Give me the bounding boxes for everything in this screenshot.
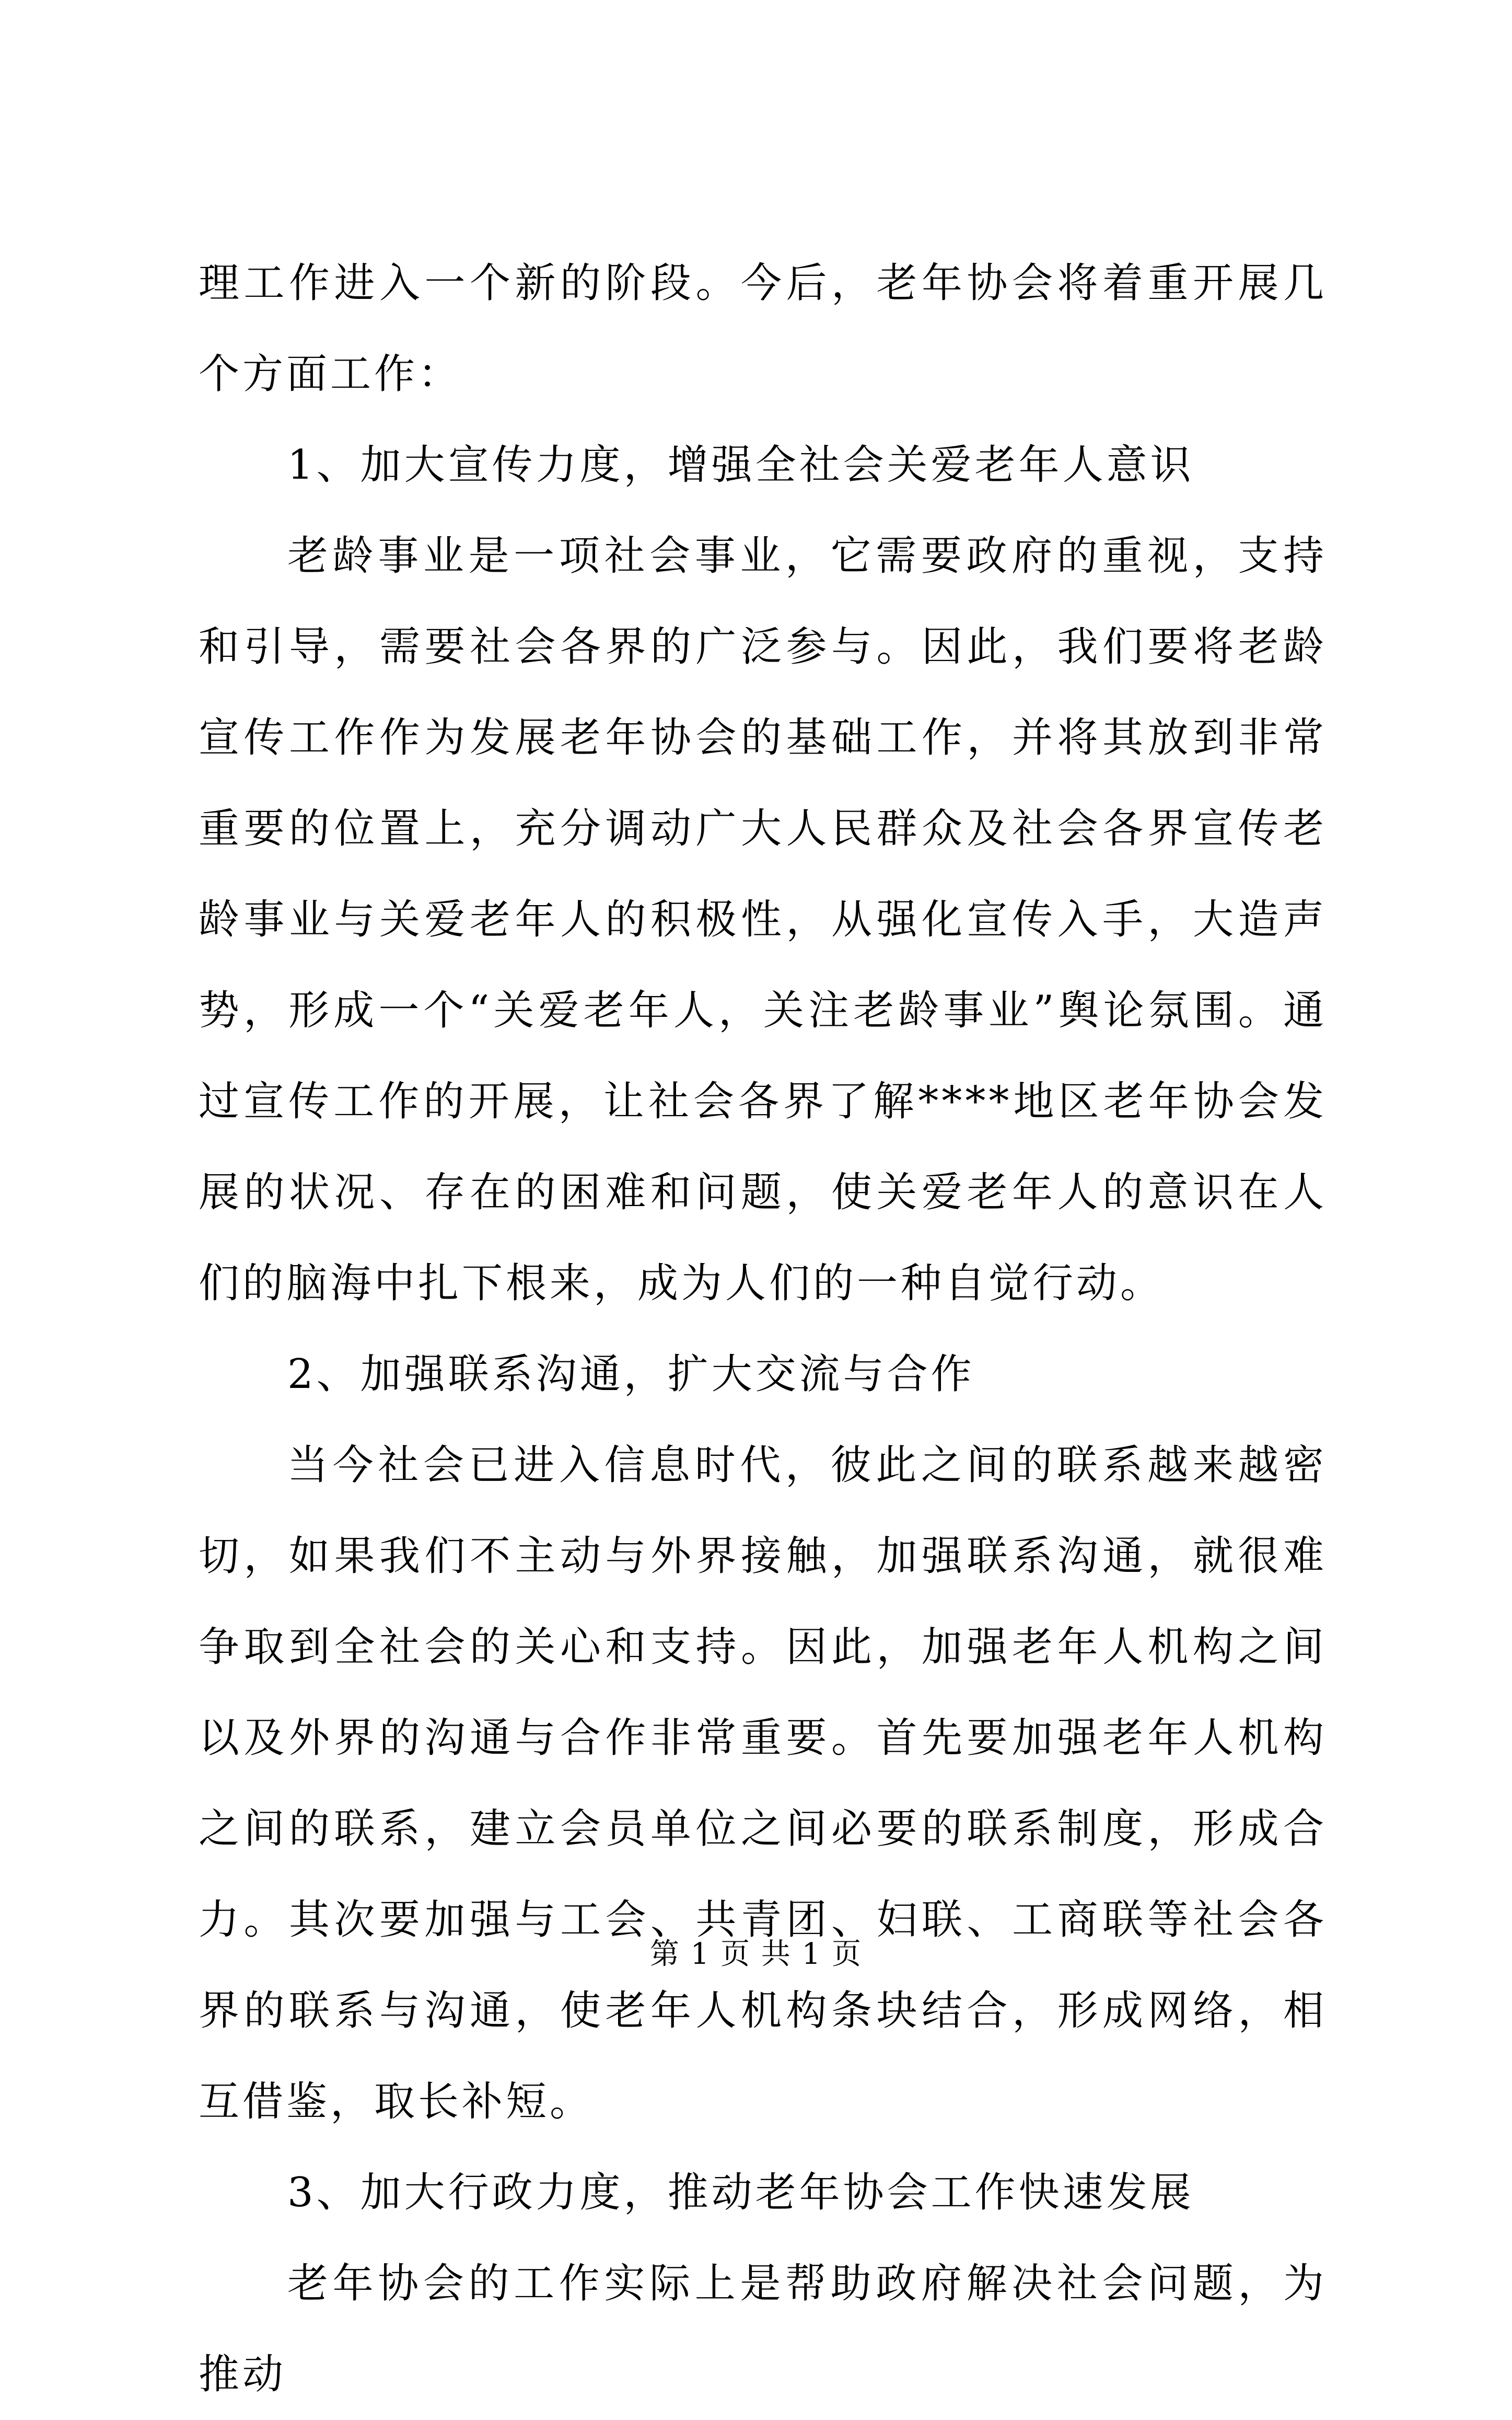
paragraph-section-1: 老龄事业是一项社会事业，它需要政府的重视，支持和引导，需要社会各界的广泛参与。因此，我们要将老龄宣传工作作为发展老年协会的基础工作，并将其放到非常重要的位置上，充分调动广大人民群众及社会各界宣传老龄事业与关爱老年人的积极性，从强化宣传入手，大造声势，形成一个“关爱老年人，关注老龄事业”舆论氛围。通过宣传工作的开展，让社会各界了解****地区老年协会发展的状况、存在的困难和问题，使关爱老年人的意识在人们的脑海中扎下根来，成为人们的一种自觉行动。 — [199, 532, 1327, 1307]
paragraph-section-2: 当今社会已进入信息时代，彼此之间的联系越来越密切，如果我们不主动与外界接触，加强联系沟通，就很难争取到全社会的关心和支持。因此，加强老年人机构之间以及外界的沟通与合作非常重要。首先要加强老年人机构之间的联系，建立会员单位之间必要的联系制度，形成合力。其次要加强与工会、共青团、妇联、工商联等社会各界的联系与沟通，使老年人机构条块结合，形成网络，相互借鉴，取长补短。 — [199, 1442, 1327, 2125]
body-text — [199, 238, 1327, 2420]
page-footer — [0, 1933, 1512, 1975]
page-number: 第 1 页 共 1 页 — [649, 1937, 863, 1971]
section-heading-1: 1、加大宣传力度，增强全社会关爱老年人意识 — [287, 442, 1194, 489]
paragraph-section-3: 老年协会的工作实际上是帮助政府解决社会问题，为推动 — [199, 2260, 1327, 2398]
paragraph-continuation: 理工作进入一个新的阶段。今后，老年协会将着重开展几个方面工作： — [199, 260, 1327, 398]
section-heading-3: 3、加大行政力度，推动老年协会工作快速发展 — [287, 2169, 1194, 2216]
section-heading-2: 2、加强联系沟通，扩大交流与合作 — [287, 1351, 975, 1398]
